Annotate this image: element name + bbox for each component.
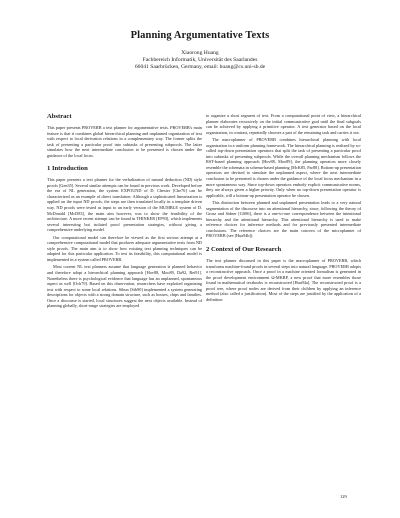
context-paragraph: The text planner discussed in this paper is the macroplanner of PROVERB, which transforms machine-found proofs in several steps into natural language. PROVERB adopts a reconstructive approach. Once a proof in a machine oriented formalism is generated in the proof development environment Ω-MKRP, a new proof that more resembles those found in mathematical textbooks is reconstructed [Hua94a]. The reconstructed proof is a proof tree, where proof nodes are derived from their children by applying an inference method (also called a justification). Most of the steps are justified by the application of a definition <box>206 258 361 302</box>
intro-paragraph-3: Most current NL text planners assume that language generation is planned behavior and therefore adopt a hierarchical planning approach [Hov88, Moo89, Da92, Rei91]. Nonetheless there is psychological evidence that language has an unplanned, spontaneous aspect as well [Och79]. Based on this observation, researchers have exploited organizing text with respect to some local relations. Sibun [Sib90] implemented a system generating descriptions for objects with a strong domain structure, such as houses, chips and families. Once a discourse is started, local structures suggest the next objects available. Instead of planning globally, short-range strategies are employed <box>47 264 202 309</box>
intro-paragraph-1: This paper presents a text planner for the verbalization of natural deduction (ND) style proofs [Gen35]. Several similar attempts can be found in previous work. Developed before the era of NL generation, the system EXPOUND of D. Chester [Che76] can be characterized as an example of direct translation: Although a sophisticated linearization is applied on the input ND proofs, the steps are then translated locally in a template driven way. ND proofs were tested as input to an early version of the MUMBLE system of D. McDonald [McD83], the main aim however, was to show the feasibility of the architecture. A more recent attempt can be found in THINKER [EP93], which implements several interesting but isolated proof presentation strategies, without giving a comprehensive underlying model. <box>47 177 202 233</box>
right-paragraph-3: This distinction between planned and unplanned presentation leads to a very natural segmentation of the discourse into an attentional hierarchy, since, following the theory of Grosz and Sidner [GS86], there is a one-to-one correspondence between the intentional hierarchy and the attentional hierarchy. This attentional hierarchy is used to make reference choices for inference methods and for previously presented intermediate conclusions. The reference choices are the main concern of the microplanner of PROVERB (see [Hua94b]). <box>206 200 361 239</box>
paper-title: Planning Argumentative Texts <box>130 30 270 41</box>
abstract-heading: Abstract <box>47 113 72 120</box>
right-column <box>206 113 361 304</box>
introduction-heading: 1 Introduction <box>47 165 88 173</box>
author-address: 66041 Saarbrücken, Germany, email: huang@cs.uni-sb.de <box>134 63 266 70</box>
author-affiliation: Fachbereich Informatik, Universität des Saarlandes <box>142 56 258 63</box>
right-paragraph-1: to organize a short segment of text. From a computational point of view, a hierarchical planner elaborates recursively on the initial communicative goal until the final subgoals can be achieved by applying a primitive operator. A text generator based on the local organization, in contrast, repeatedly chooses a part of the remaining task and carries it out. <box>206 113 361 135</box>
page-number: 129 <box>340 494 347 499</box>
intro-paragraph-2: Our computational model can therefore be viewed as the first serious attempt at a comprehensive computational model that produces adequate argumentative texts from ND style proofs. The main aim is to show how existing text planning techniques can be adapted for this particular application. To test its feasibility, this computational model is implemented in a system called PROVERB. <box>47 234 202 262</box>
author-block <box>0 50 400 70</box>
context-heading: 2 Context of Our Research <box>206 246 282 254</box>
left-column <box>47 113 202 311</box>
right-paragraph-2: The macroplanner of PROVERB combines hierarchical planning with local organization in a uniform planning framework. The hierarchical planning is realized by so-called top-down presentation operators that split the task of presenting a particular proof into subtasks of presenting subproofs. While the overall planning mechanism follows the RST-based planning approach [Hov88, Moo89], the planning operators more closely resemble the schemata in schema-based planning [McK85, Par88]. Bottom-up presentation operators are devised to simulate the unplanned aspect, where the next intermediate conclusion to be presented is chosen under the guidance of the local focus mechanism in a more spontaneous way. Since top-down operators embody explicit communicative norms, they are always given a higher priority. Only when no top-down presentation operator is applicable, will a bottom-up presentation operator be chosen. <box>206 137 361 198</box>
abstract-text: This paper presents PROVERB a text planner for argumentative texts. PROVERB's main feature is that it combines global hierarchical planning and unplanned organization of text with respect to local derivation relations in a complementary way. The former splits the task of presenting a particular proof into subtasks of presenting subproofs. The latter simulates how the next intermediate conclusion to be presented is chosen under the guidance of the local focus. <box>47 125 202 158</box>
author-name: Xiaorong Huang <box>181 50 219 56</box>
